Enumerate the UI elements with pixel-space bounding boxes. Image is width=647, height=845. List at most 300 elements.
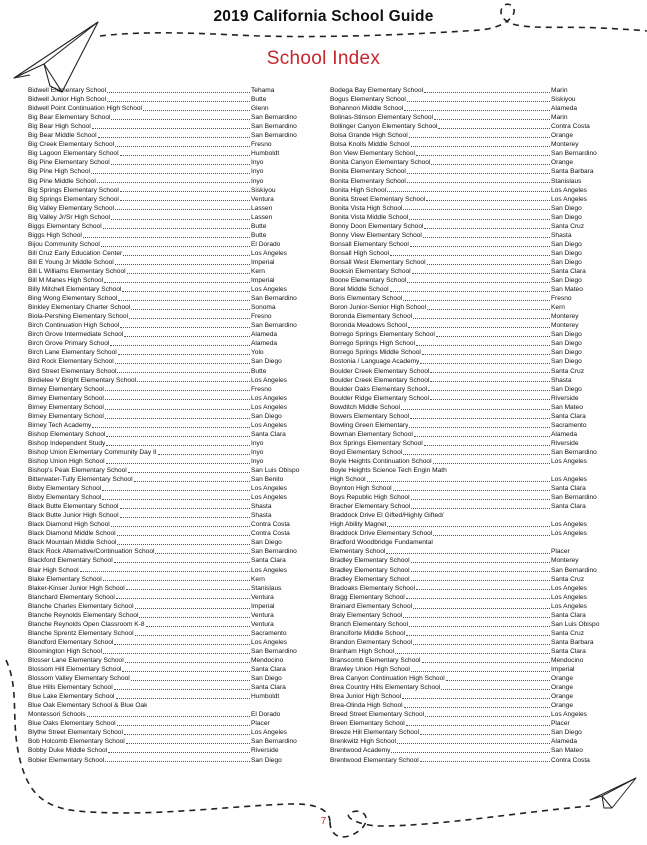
index-entry: [28, 520, 313, 529]
index-entry: [28, 376, 313, 385]
dot-leader: [103, 580, 250, 581]
school-name: Boulder Ridge Elementary School: [330, 394, 429, 402]
dot-leader: [120, 508, 250, 509]
school-name: Bonsall Elementary School: [330, 240, 409, 248]
dot-leader: [414, 436, 550, 437]
county-name: Butte: [251, 231, 267, 239]
dot-leader: [409, 219, 550, 220]
dot-leader: [438, 128, 550, 129]
dot-leader: [411, 146, 550, 147]
county-name: Mendocino: [251, 657, 284, 664]
school-name: Black Diamond Middle School: [28, 530, 116, 538]
school-name: Bowditch Middle School: [330, 403, 401, 411]
index-entry: [28, 249, 313, 258]
index-entry: [330, 131, 621, 140]
county-name: Imperial: [251, 277, 275, 285]
school-name: Borrego Springs Middle School: [330, 349, 421, 357]
dot-leader: [413, 608, 550, 609]
index-entry: [28, 710, 313, 719]
index-entry: [330, 158, 621, 167]
school-name: Big Valley Elementary School: [28, 204, 115, 212]
county-name: Mendocino: [551, 657, 584, 664]
dot-leader: [107, 101, 250, 102]
county-name: Inyo: [251, 159, 264, 167]
index-entry: [330, 746, 621, 755]
school-name: Bixby Elementary School: [28, 494, 102, 502]
dot-leader: [387, 191, 550, 192]
county-name: San Diego: [551, 204, 582, 212]
county-name: Butte: [251, 367, 267, 375]
dot-leader: [424, 228, 550, 229]
index-entry: [330, 240, 621, 249]
school-name: Big Valley Jr/Sr High School: [28, 213, 110, 221]
index-entry: [330, 493, 621, 502]
school-name: Boynton High School: [330, 485, 392, 493]
dot-leader: [105, 761, 250, 762]
dot-leader: [424, 445, 550, 446]
county-name: Orange: [551, 702, 573, 710]
dot-leader: [397, 743, 550, 744]
county-name: Shasta: [251, 512, 272, 520]
dot-leader: [139, 617, 250, 618]
dot-leader: [395, 653, 550, 654]
school-name: Braddock Drive El Gifted/Highly Gifted/: [330, 512, 444, 520]
index-entry: [330, 629, 621, 638]
index-entry: [330, 195, 621, 204]
school-name: Bowling Green Elementary: [330, 421, 409, 429]
index-entry: [28, 131, 313, 140]
county-name: Shasta: [251, 503, 272, 511]
dot-leader: [430, 372, 550, 373]
dot-leader: [411, 499, 550, 500]
county-name: San Mateo: [551, 747, 583, 755]
county-name: San Bernardino: [251, 295, 297, 303]
school-name: Bishop Independent Study: [28, 439, 106, 447]
school-name: Bird Rock Elementary School: [28, 358, 114, 366]
county-name: Los Angeles: [551, 457, 587, 465]
dot-leader: [407, 182, 550, 183]
dot-leader: [110, 345, 250, 346]
index-entry: [330, 113, 621, 122]
dot-leader: [117, 535, 250, 536]
index-entry: [28, 366, 313, 375]
dot-leader: [428, 390, 550, 391]
county-name: San Diego: [551, 358, 582, 366]
index-entry: [28, 565, 313, 574]
dot-leader: [131, 309, 250, 310]
county-name: Sacramento: [551, 421, 587, 429]
school-name: Bostonia / Language Academy: [330, 358, 420, 366]
school-name: Brea-Olinda High School: [330, 702, 403, 710]
index-entry: [330, 584, 621, 593]
county-name: Alameda: [551, 430, 578, 438]
index-entry: [330, 122, 621, 131]
county-name: Monterey: [551, 141, 579, 149]
county-name: San Bernardino: [251, 114, 297, 122]
county-name: San Diego: [251, 539, 282, 547]
dot-leader: [401, 409, 550, 410]
county-name: Kern: [251, 267, 265, 275]
dot-leader: [103, 653, 250, 654]
county-name: Santa Clara: [551, 503, 586, 511]
dot-leader: [434, 119, 550, 120]
dot-leader: [92, 427, 250, 428]
dot-leader: [406, 635, 550, 636]
school-name: Blythe Street Elementary School: [28, 729, 123, 737]
dot-leader: [409, 427, 550, 428]
school-name: Bohannon Middle School: [330, 105, 404, 113]
dot-leader: [106, 436, 250, 437]
index-entry: [330, 303, 621, 312]
county-name: San Bernardino: [251, 132, 297, 140]
school-name: Boulder Oaks Elementary School: [330, 385, 428, 393]
index-entry: [28, 348, 313, 357]
county-name: Los Angeles: [251, 729, 287, 737]
school-name: Brea Country Hills Elementary School: [330, 684, 441, 692]
dot-leader: [120, 200, 250, 201]
school-name: Black Diamond High School: [28, 521, 110, 529]
dot-leader: [120, 517, 250, 518]
school-name: Boone Elementary School: [330, 277, 407, 285]
index-entry: [330, 321, 621, 330]
school-name: Bonsall West Elementary School: [330, 258, 426, 266]
county-name: San Luis Obispo: [251, 467, 300, 475]
index-entry: [28, 502, 313, 511]
county-name: Alameda: [551, 105, 578, 113]
county-name: Imperial: [251, 602, 275, 610]
school-name: Bradley Elementary School: [330, 575, 410, 583]
dot-leader: [391, 752, 550, 753]
dot-leader: [427, 264, 550, 265]
index-entry: [28, 556, 313, 565]
school-name: Boulder Creek Elementary School: [330, 367, 430, 375]
county-name: Marin: [551, 114, 568, 122]
county-name: Lassen: [251, 204, 273, 212]
index-entry: [28, 701, 313, 710]
dot-leader: [146, 626, 250, 627]
county-name: Alameda: [251, 331, 278, 339]
dot-leader: [126, 743, 250, 744]
dot-leader: [158, 454, 250, 455]
school-name: Birney Elementary School: [28, 412, 104, 420]
index-entry: [330, 385, 621, 394]
index-entry: [28, 312, 313, 321]
county-name: San Bernardino: [551, 494, 597, 502]
index-entry: [28, 538, 313, 547]
school-name: Branham High School: [330, 647, 395, 655]
index-entry: [28, 674, 313, 683]
dot-leader: [118, 354, 250, 355]
school-name: Bonita Canyon Elementary School: [330, 159, 431, 167]
county-name: San Diego: [551, 729, 582, 737]
index-entry: [330, 140, 621, 149]
school-name: Bishop Union High School: [28, 457, 105, 465]
dot-leader: [102, 490, 250, 491]
school-name: Bodega Bay Elementary School: [330, 87, 424, 95]
county-name: Fresno: [251, 385, 272, 393]
index-entry: [28, 430, 313, 439]
county-name: Los Angeles: [251, 403, 287, 411]
school-name: Brawley Union High School: [330, 666, 410, 674]
school-name: Blue Oaks Elementary School: [28, 720, 116, 728]
index-entry: [330, 430, 621, 439]
county-name: Imperial: [551, 666, 575, 674]
county-name: Santa Clara: [551, 611, 586, 619]
school-name: Bob Holcomb Elementary School: [28, 738, 125, 746]
index-entry: [330, 701, 621, 710]
school-name: Braddock Drive Elementary School: [330, 530, 433, 538]
index-entry: [28, 412, 313, 421]
dot-leader: [122, 291, 250, 292]
index-entry: [28, 204, 313, 213]
county-name: San Diego: [551, 385, 582, 393]
dot-leader: [108, 752, 250, 753]
index-entry: [28, 95, 313, 104]
index-entry: [28, 330, 313, 339]
school-name: Boronda Meadows School: [330, 322, 407, 330]
index-entry: [330, 448, 621, 457]
county-name: Inyo: [251, 168, 264, 176]
index-entry: [28, 403, 313, 412]
index-entry: [330, 421, 621, 430]
county-name: Inyo: [251, 448, 264, 456]
school-name: Breeze Hill Elementary School: [330, 729, 420, 737]
county-name: Placer: [551, 548, 570, 556]
school-name: Bollinger Canyon Elementary School: [330, 123, 438, 131]
index-entry: [330, 710, 621, 719]
school-name: Big Pine High School: [28, 168, 90, 176]
dot-leader: [426, 200, 550, 201]
dot-leader: [87, 716, 250, 717]
school-name: Bobier Elementary School: [28, 756, 105, 764]
school-name: Boyle Heights Continuation School: [330, 457, 432, 465]
index-entry: [28, 475, 313, 484]
dot-leader: [122, 671, 250, 672]
school-name: Big Lagoon Elementary School: [28, 150, 119, 158]
index-entry: [28, 547, 313, 556]
county-name: San Diego: [551, 213, 582, 221]
school-name: Big Bear Elementary School: [28, 114, 111, 122]
dot-leader: [390, 255, 550, 256]
county-name: Shasta: [551, 231, 572, 239]
dot-leader: [134, 481, 250, 482]
index-entry: [330, 176, 621, 185]
county-name: Alameda: [251, 340, 278, 348]
county-name: Sonoma: [251, 304, 276, 312]
county-name: San Bernardino: [251, 123, 297, 131]
index-entry: [330, 737, 621, 746]
dot-leader: [137, 381, 250, 382]
county-name: San Luis Obispo: [551, 620, 600, 628]
index-entry: [28, 665, 313, 674]
dot-leader: [106, 463, 250, 464]
county-name: Lassen: [251, 213, 273, 221]
county-name: Santa Barbara: [551, 168, 594, 176]
index-entry: [28, 339, 313, 348]
county-name: San Bernardino: [551, 150, 597, 158]
dot-leader: [407, 282, 550, 283]
county-name: Contra Costa: [551, 123, 590, 131]
county-name: Santa Cruz: [551, 575, 584, 583]
index-entry: [28, 285, 313, 294]
county-name: Orange: [551, 159, 573, 167]
county-name: San Diego: [551, 258, 582, 266]
index-entry: [330, 213, 621, 222]
county-name: Riverside: [551, 394, 579, 402]
county-name: Los Angeles: [551, 476, 587, 484]
county-name: Butte: [251, 222, 267, 230]
dot-leader: [123, 255, 250, 256]
county-name: Los Angeles: [251, 485, 287, 493]
school-name: Bolsa Knolls Middle School: [330, 141, 410, 149]
school-name: Blake Elementary School: [28, 575, 102, 583]
school-name: Boyd Elementary School: [330, 448, 403, 456]
county-name: Los Angeles: [251, 566, 287, 574]
county-name: Monterey: [551, 557, 579, 565]
county-name: Riverside: [251, 747, 279, 755]
dot-leader: [430, 399, 550, 400]
index-entry: [28, 140, 313, 149]
school-name: Blossom Hill Elementary School: [28, 666, 122, 674]
county-name: Los Angeles: [251, 421, 287, 429]
school-name: Billy Mitchell Elementary School: [28, 286, 122, 294]
index-entry: [28, 448, 313, 457]
dot-leader: [92, 128, 250, 129]
county-name: Butte: [251, 96, 267, 104]
dot-leader: [155, 553, 250, 554]
index-entry: [330, 267, 621, 276]
dot-leader: [406, 598, 550, 599]
index-entry: [28, 611, 313, 620]
school-name: Big Springs Elementary School: [28, 186, 119, 194]
county-name: Ventura: [251, 611, 274, 619]
dot-leader: [111, 119, 250, 120]
index-entry: [28, 122, 313, 131]
county-name: San Diego: [551, 331, 582, 339]
index-entry: [28, 683, 313, 692]
county-name: San Diego: [251, 358, 282, 366]
dot-leader: [367, 481, 550, 482]
index-entry: [330, 647, 621, 656]
index-entry: [330, 755, 621, 764]
dot-leader: [411, 671, 550, 672]
dot-leader: [422, 662, 550, 663]
index-entry: [28, 149, 313, 158]
dot-leader: [135, 608, 250, 609]
dot-leader: [104, 282, 250, 283]
county-name: Placer: [551, 720, 570, 728]
school-name: Box Springs Elementary School: [330, 439, 423, 447]
school-name: Birney Tech Academy: [28, 421, 92, 429]
county-name: Santa Clara: [251, 430, 286, 438]
county-name: Los Angeles: [551, 711, 587, 719]
county-name: Riverside: [551, 439, 579, 447]
school-name: Bonita Vista Middle School: [330, 213, 409, 221]
school-name: Big Bear Middle School: [28, 132, 97, 140]
school-name: Brentwood Elementary School: [330, 756, 419, 764]
dot-leader: [387, 526, 550, 527]
index-entry: [330, 403, 621, 412]
county-name: Ventura: [251, 195, 274, 203]
county-name: Siskiyou: [551, 96, 576, 104]
index-entry: [28, 186, 313, 195]
school-name: Bowers Elementary School: [330, 412, 410, 420]
dot-leader: [404, 707, 550, 708]
index-entry: [330, 457, 621, 466]
index-entry: [330, 520, 621, 529]
school-name: Branscomb Elementary School: [330, 657, 421, 664]
school-name: Bradford Woodbridge Fundamental: [330, 539, 433, 547]
county-name: Los Angeles: [551, 584, 587, 592]
dot-leader: [416, 589, 550, 590]
index-entry: [330, 611, 621, 620]
page-number: 7: [320, 816, 327, 827]
index-entry: [28, 86, 313, 95]
dot-leader: [441, 689, 550, 690]
county-name: Marin: [551, 87, 568, 95]
dot-leader: [423, 237, 550, 238]
dot-leader: [101, 246, 250, 247]
dot-leader: [409, 137, 550, 138]
county-name: San Diego: [251, 756, 282, 764]
dot-leader: [427, 309, 550, 310]
county-name: Los Angeles: [551, 530, 587, 538]
school-name: Blue Lake Elementary School: [28, 693, 115, 701]
county-name: Los Angeles: [551, 195, 587, 203]
index-entry: [330, 376, 621, 385]
school-name: Branch Elementary School: [330, 620, 409, 628]
county-name: San Mateo: [551, 403, 583, 411]
index-column-right: [330, 86, 621, 765]
county-name: Santa Clara: [251, 557, 286, 565]
school-name: High School: [330, 476, 366, 484]
school-name: Birney Elementary School: [28, 385, 104, 393]
school-name: Biggs High School: [28, 231, 82, 239]
index-entry: [330, 366, 621, 375]
county-name: Los Angeles: [251, 638, 287, 646]
dot-leader: [409, 626, 550, 627]
school-name: Binkley Elementary Charter School: [28, 304, 131, 312]
county-name: San Benito: [251, 476, 284, 484]
school-name: Bishop Union Elementary Community Day II: [28, 448, 157, 456]
county-name: Stanislaus: [551, 177, 582, 185]
index-entry: [28, 231, 313, 240]
county-name: Ventura: [251, 593, 274, 601]
index-entry: [330, 330, 621, 339]
dot-leader: [97, 182, 250, 183]
index-entry: [28, 602, 313, 611]
dot-leader: [406, 725, 550, 726]
index-entry: [330, 593, 621, 602]
school-name: Blue Oak Elementary School & Blue Oak: [28, 702, 148, 710]
index-entry: [330, 565, 621, 574]
index-entry: [330, 728, 621, 737]
index-entry: [28, 484, 313, 493]
county-name: Santa Clara: [551, 647, 586, 655]
county-name: Santa Barbara: [551, 638, 594, 646]
index-entry: [28, 321, 313, 330]
index-entry: [28, 213, 313, 222]
index-entry: [330, 276, 621, 285]
county-name: Orange: [551, 684, 573, 692]
index-entry: [330, 538, 621, 547]
index-entry: [330, 312, 621, 321]
school-name: Blanche Sprentz Elementary School: [28, 629, 134, 637]
school-name: Bolinas-Stinson Elementary School: [330, 114, 433, 122]
school-name: Bidwell Elementary School: [28, 87, 107, 95]
index-entry: [330, 502, 621, 511]
dot-leader: [143, 110, 250, 111]
